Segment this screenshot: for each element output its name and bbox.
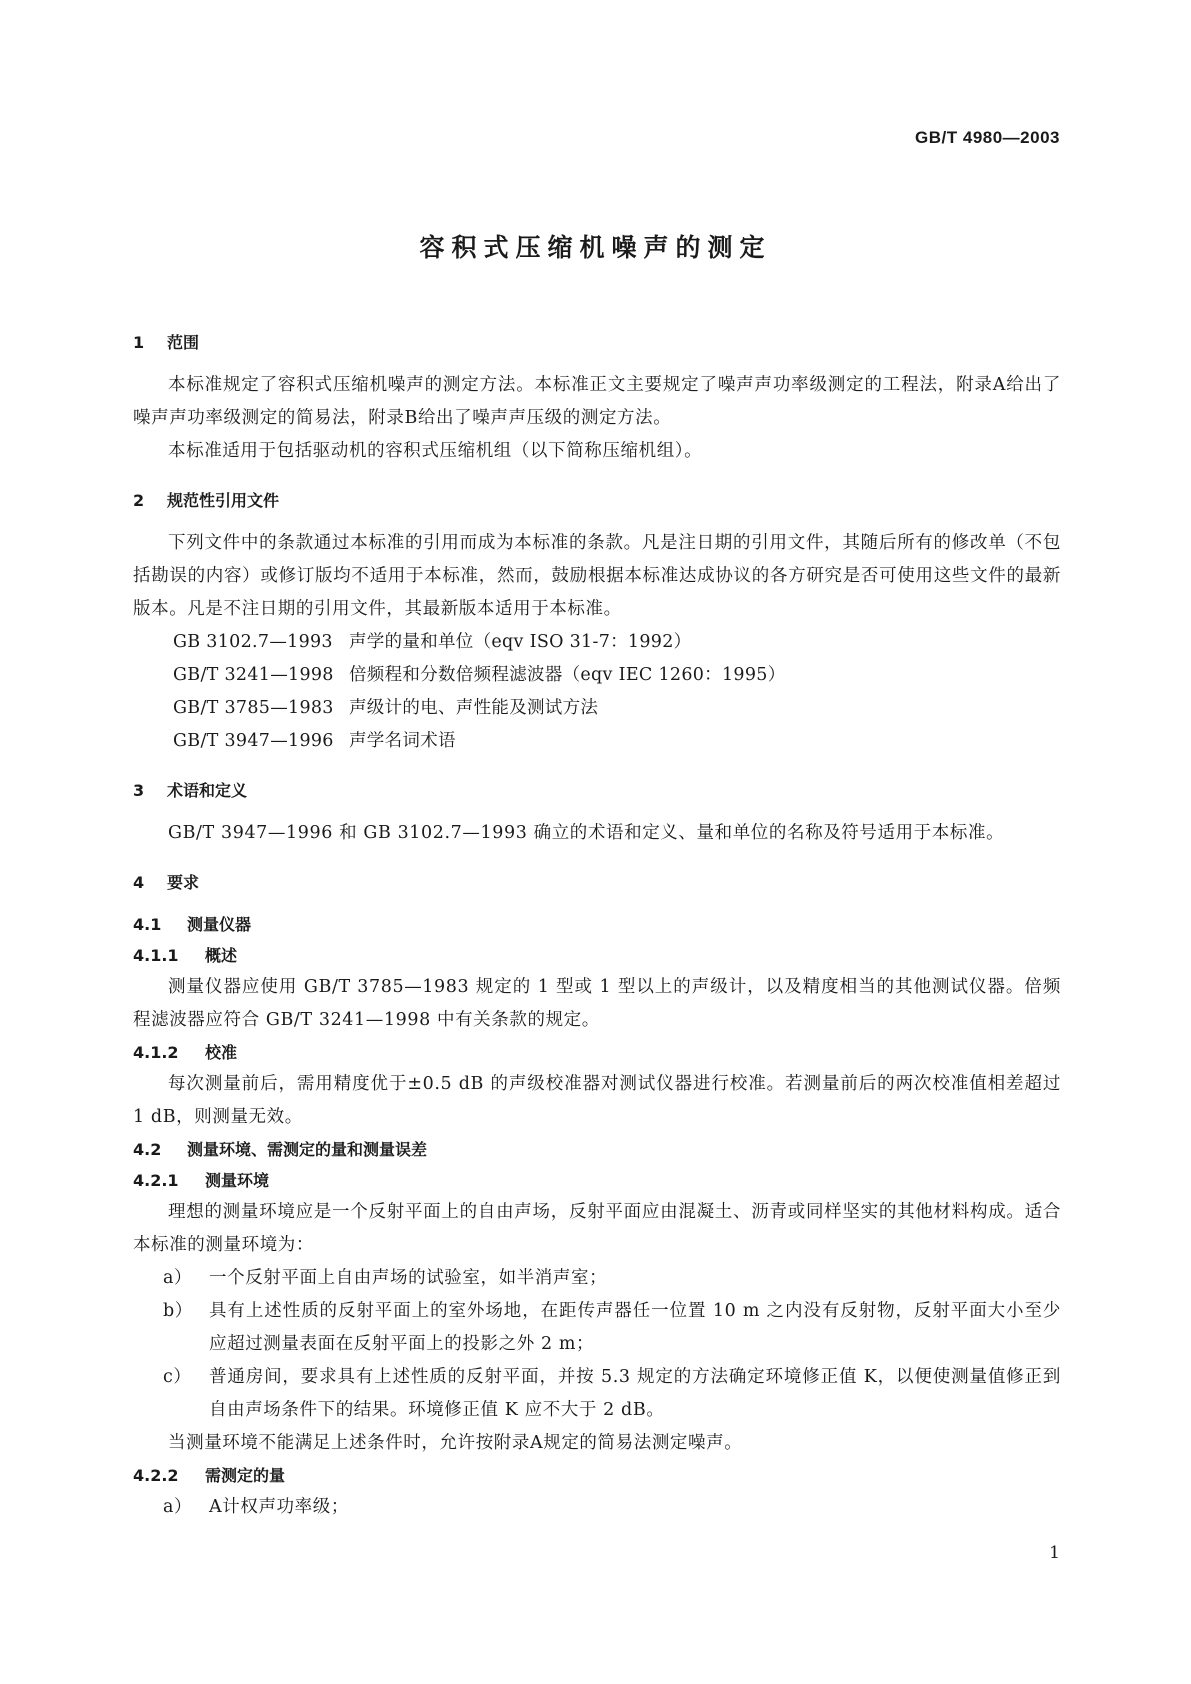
section-number: 1: [133, 333, 145, 352]
subsection-number: 4.1.2: [133, 1043, 179, 1062]
subsection-4-1-heading: [133, 909, 1061, 940]
paragraph: 本标准适用于包括驱动机的容积式压缩机组（以下简称压缩机组）。: [168, 441, 703, 461]
reference-title: 声级计的电、声性能及测试方法: [349, 698, 599, 718]
section-4-heading: [133, 866, 1061, 899]
subsection-number: 4.2.2: [133, 1466, 179, 1485]
section-1-heading: [133, 326, 1061, 359]
reference-code: GB/T 3947—1996: [173, 731, 334, 751]
subsection-4-2-1-heading: [133, 1165, 1061, 1196]
subsection-title: 校准: [205, 1043, 238, 1062]
reference-item: [133, 725, 1061, 758]
paragraph: GB/T 3947—1996 和 GB 3102.7—1993 确立的术语和定义、量和单位的名称及符号适用于本标准。: [168, 823, 1005, 843]
section-title: 要求: [167, 873, 200, 892]
reference-code: GB/T 3241—1998: [173, 665, 334, 685]
paragraph: 下列文件中的条款通过本标准的引用而成为本标准的条款。凡是注日期的引用文件，其随后所有的修改单（不包括勘误的内容）或修订版均不适用于本标准，然而，鼓励根据本标准达成协议的各方研究是否可使用这些文件的最新版本。凡是不注日期的引用文件，其最新版本适用于本标准。: [133, 533, 1061, 619]
section-3-heading: [133, 774, 1061, 807]
list-text: 具有上述性质的反射平面上的室外场地，在距传声器任一位置 10 m 之内没有反射物，反射平面大小至少应超过测量表面在反射平面上的投影之外 2 m；: [209, 1301, 1061, 1354]
list-label: b）: [163, 1301, 193, 1321]
list-text: 一个反射平面上自由声场的试验室，如半消声室；: [209, 1268, 608, 1288]
reference-item: [133, 659, 1061, 692]
subsection-number: 4.1: [133, 915, 162, 934]
reference-code: GB/T 3785—1983: [173, 698, 334, 718]
section-number: 3: [133, 781, 145, 800]
paragraph: 当测量环境不能满足上述条件时，允许按附录A规定的简易法测定噪声。: [168, 1433, 743, 1453]
subsection-number: 4.2.1: [133, 1171, 179, 1190]
list-item: [133, 1491, 1061, 1524]
subsection-number: 4.2: [133, 1140, 162, 1159]
page-number: 1: [1049, 1543, 1060, 1563]
subsection-title: 测量环境: [205, 1171, 270, 1190]
list-label: c）: [163, 1367, 192, 1387]
paragraph: 本标准规定了容积式压缩机噪声的测定方法。本标准正文主要规定了噪声声功率级测定的工程法，附录A给出了噪声声功率级测定的简易法，附录B给出了噪声声压级的测定方法。: [133, 375, 1061, 428]
reference-title: 倍频程和分数倍频程滤波器（eqv IEC 1260：1995）: [349, 665, 786, 685]
section-title: 规范性引用文件: [167, 491, 280, 510]
subsection-title: 测量环境、需测定的量和测量误差: [187, 1140, 428, 1159]
paragraph: 测量仪器应使用 GB/T 3785—1983 规定的 1 型或 1 型以上的声级计，以及精度相当的其他测试仪器。倍频程滤波器应符合 GB/T 3241—1998 中有关条款的规定。: [133, 977, 1061, 1030]
document-body: [133, 326, 1061, 1524]
reference-item: [133, 626, 1061, 659]
subsection-4-1-1-heading: [133, 940, 1061, 971]
reference-title: 声学名词术语: [349, 731, 456, 751]
subsection-number: 4.1.1: [133, 946, 179, 965]
reference-code: GB 3102.7—1993: [173, 632, 333, 652]
section-number: 4: [133, 873, 145, 892]
subsection-4-1-2-heading: [133, 1037, 1061, 1068]
subsection-title: 测量仪器: [187, 915, 252, 934]
list-label: a）: [163, 1497, 193, 1517]
subsection-4-2-heading: [133, 1134, 1061, 1165]
list-item: [133, 1361, 1061, 1427]
list-text: 普通房间，要求具有上述性质的反射平面，并按 5.3 规定的方法确定环境修正值 K，以便使测量值修正到自由声场条件下的结果。环境修正值 K 应不大于 2 dB。: [209, 1367, 1061, 1420]
list-item: [133, 1295, 1061, 1361]
subsection-4-2-2-heading: [133, 1460, 1061, 1491]
subsection-title: 需测定的量: [205, 1466, 286, 1485]
reference-title: 声学的量和单位（eqv ISO 31-7：1992）: [349, 632, 692, 652]
list-label: a）: [163, 1268, 193, 1288]
list-item: [133, 1262, 1061, 1295]
section-title: 范围: [167, 333, 200, 352]
paragraph: 理想的测量环境应是一个反射平面上的自由声场，反射平面应由混凝土、沥青或同样坚实的其他材料构成。适合本标准的测量环境为：: [133, 1202, 1061, 1255]
subsection-title: 概述: [205, 946, 238, 965]
reference-item: [133, 692, 1061, 725]
section-title: 术语和定义: [167, 781, 248, 800]
section-2-heading: [133, 484, 1061, 517]
section-number: 2: [133, 491, 145, 510]
list-text: A计权声功率级；: [209, 1497, 349, 1517]
paragraph: 每次测量前后，需用精度优于±0.5 dB 的声级校准器对测试仪器进行校准。若测量前后的两次校准值相差超过 1 dB，则测量无效。: [133, 1074, 1061, 1127]
document-title: 容积式压缩机噪声的测定: [419, 233, 772, 262]
standard-code: GB/T 4980—2003: [915, 128, 1060, 147]
